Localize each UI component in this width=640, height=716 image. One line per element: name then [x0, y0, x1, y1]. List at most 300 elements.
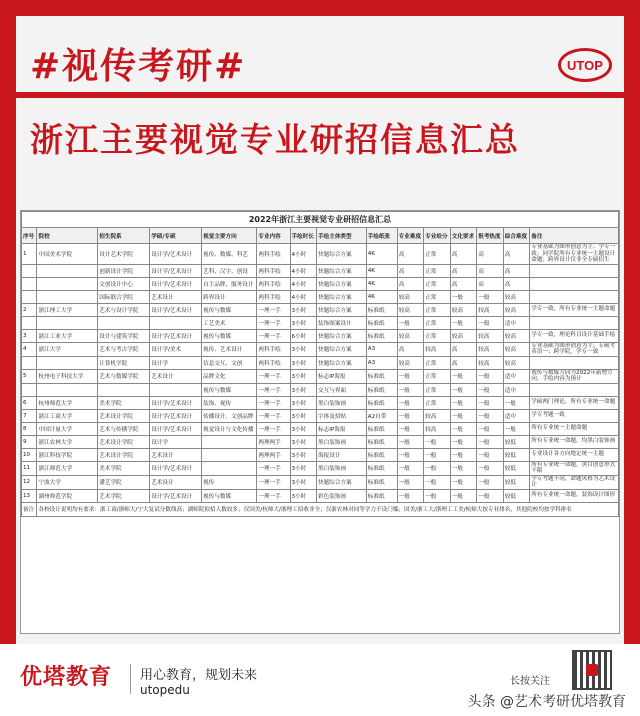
table-cell: 正常	[424, 383, 451, 396]
table-cell: 较高	[477, 342, 504, 356]
table-cell: 较高	[503, 303, 530, 316]
table-cell: 正常	[424, 244, 451, 265]
table-cell: 较高	[503, 290, 530, 303]
table-cell: 较低	[503, 475, 530, 489]
table-cell: 7	[22, 409, 37, 422]
table-cell: 标准纸	[366, 396, 397, 409]
hashtag-title: #视传考研#	[30, 46, 247, 87]
table-cell	[37, 264, 98, 277]
domain-text: utopedu	[140, 683, 190, 697]
table-cell: 标准纸	[366, 448, 397, 461]
table-cell: 4小时	[290, 277, 317, 290]
table-cell: 艺术与设计学院	[98, 303, 150, 316]
note-label: 备注	[22, 502, 37, 516]
table-cell	[530, 356, 619, 369]
utop-logo: UTOP	[558, 48, 612, 82]
table-cell: 一般	[397, 461, 424, 475]
table-cell: 艺术与传播学院	[98, 422, 150, 435]
table-cell: 一理一手	[257, 422, 290, 435]
column-header: 招生院系	[98, 228, 150, 244]
table-cell: 3	[22, 329, 37, 342]
table-cell: 标准纸	[366, 383, 397, 396]
table-cell: 一般	[397, 422, 424, 435]
table-cell: 标志IP海报	[317, 422, 367, 435]
table-cell	[37, 290, 98, 303]
table-cell: 设计与建筑学院	[98, 329, 150, 342]
table-cell: 一理一手	[257, 303, 290, 316]
table-cell: 4小时	[290, 244, 317, 265]
table-cell: 3小时	[290, 475, 317, 489]
table-cell: 一理一手	[257, 409, 290, 422]
table-row	[22, 383, 619, 396]
table-cell: 4K	[366, 244, 397, 265]
column-header: 序号	[22, 228, 37, 244]
table-cell: 设计学/艺术设计	[150, 244, 202, 265]
table-row	[22, 244, 619, 265]
table-cell: 标准纸	[366, 303, 397, 316]
table-cell: 视传与数媒	[202, 489, 257, 502]
table-cell	[37, 316, 98, 329]
table-cell	[22, 356, 37, 369]
table-cell: 一理一手	[257, 489, 290, 502]
table-cell: 一般	[477, 448, 504, 461]
column-header: 专业内容	[257, 228, 290, 244]
table-row	[22, 448, 619, 461]
table-cell: 3小时	[290, 383, 317, 396]
table-cell: 艺术与数媒学院	[98, 369, 150, 383]
column-header: 学硕/专硕	[150, 228, 202, 244]
table-cell: 两科手绘	[257, 290, 290, 303]
table-cell: 较低	[503, 489, 530, 502]
table-cell: 浙江理工大学	[37, 303, 98, 316]
table-cell: 一般	[450, 448, 477, 461]
table-cell: 一般	[450, 409, 477, 422]
table-cell: 较高	[397, 329, 424, 342]
table-row	[22, 409, 619, 422]
table-cell: 3小时	[290, 356, 317, 369]
table-cell: 正常	[424, 316, 451, 329]
table-cell: 装饰、视传	[202, 396, 257, 409]
table-cell: 正常	[424, 369, 451, 383]
table-cell: 创新设计学院	[98, 264, 150, 277]
table-cell: 一般	[424, 461, 451, 475]
table-cell: 标准纸	[366, 329, 397, 342]
table-cell: 一般	[424, 435, 451, 448]
column-header: 视觉主要方向	[202, 228, 257, 244]
table-cell: 一般	[397, 489, 424, 502]
table-cell: 较低	[503, 461, 530, 475]
table-cell: 专业设计各方向地定统一主题	[530, 448, 619, 461]
table-cell	[202, 461, 257, 475]
table-cell: 设计学/艺术设计	[150, 489, 202, 502]
table-cell: 高	[397, 264, 424, 277]
table-row	[22, 342, 619, 356]
page-title: 浙江主要视觉专业研招信息汇总	[30, 120, 520, 159]
table-cell: 高	[477, 264, 504, 277]
table-cell: 5	[22, 369, 37, 383]
table-cell: 一理一手	[257, 396, 290, 409]
table-cell: 两理两手	[257, 448, 290, 461]
table-cell	[202, 435, 257, 448]
table-cell	[530, 264, 619, 277]
table-cell: 潘艺学院	[98, 475, 150, 489]
note-row	[22, 502, 619, 516]
table-cell: 高	[450, 264, 477, 277]
table-cell	[22, 277, 37, 290]
table-cell: 一般	[477, 369, 504, 383]
table-cell: 较高	[503, 329, 530, 342]
table-cell: 一般	[477, 316, 504, 329]
table-cell: 较高	[397, 356, 424, 369]
table-cell: 高	[450, 342, 477, 356]
table-cell: 3小时	[290, 448, 317, 461]
column-header: 手绘时长	[290, 228, 317, 244]
table-cell: 高	[477, 277, 504, 290]
table-cell: 标准纸	[366, 475, 397, 489]
table-cell: 3小时	[290, 303, 317, 316]
table-cell: 一般	[424, 489, 451, 502]
table-cell: 一般	[477, 475, 504, 489]
follow-label: 长按关注	[510, 676, 550, 687]
table-cell: 设计学/艺术设计	[150, 264, 202, 277]
table-caption: 2022年浙江主要视觉专业研招信息汇总	[22, 212, 619, 228]
table-cell: 一般	[397, 475, 424, 489]
table-cell: 11	[22, 461, 37, 475]
table-cell	[22, 316, 37, 329]
note-text: 各校设计说明均有要求：浙工商/浙师大/宁大复试分数线高；湖师院拟招人数较多；仅国美/杭师大/浙理工招收非全；仅浙农林对同等学力不设门槛；国美/浙工大/浙理工工美/杭师大按专业排名，其他院校均按学科排名	[37, 502, 619, 516]
table-cell: 一般	[503, 422, 530, 435]
column-header: 报考热度	[477, 228, 504, 244]
table-row	[22, 489, 619, 502]
table-cell: 3小时	[290, 435, 317, 448]
table-cell: 标准纸	[366, 422, 397, 435]
table-cell: 一理一手	[257, 329, 290, 342]
table-row	[22, 264, 619, 277]
table-cell: 3小时	[290, 396, 317, 409]
table-cell: 视传与数媒	[202, 329, 257, 342]
table-cell: 正常	[424, 277, 451, 290]
table-cell: 3小时	[290, 369, 317, 383]
table-cell: 艺术设计	[150, 290, 202, 303]
table-cell: 3小时	[290, 422, 317, 435]
column-header: 备注	[530, 228, 619, 244]
table-cell: 一般	[397, 448, 424, 461]
table-cell	[98, 316, 150, 329]
table-cell: 3小时	[290, 489, 317, 502]
table-cell: 6小时	[290, 329, 317, 342]
table-cell: 一般	[397, 383, 424, 396]
table-cell: 所有专业统一命题，均黑白装饰画	[530, 435, 619, 448]
table-cell: 品牌文化	[202, 369, 257, 383]
table-cell: A2自带	[366, 409, 397, 422]
header-divider	[16, 92, 624, 98]
table-cell: 4K	[366, 290, 397, 303]
table-cell: 4小时	[290, 290, 317, 303]
table-cell: 正常	[424, 329, 451, 342]
table-cell: 6	[22, 396, 37, 409]
table-cell: 艺术与考古学院	[98, 342, 150, 356]
table-cell: 专业基础为图形创意为主；学专一致；同学院所有专业统一主题设计命题；跨界设计仅非全专硕招生	[530, 244, 619, 265]
table-cell: 较高	[477, 303, 504, 316]
table-cell: 正常	[424, 356, 451, 369]
table-cell: 设计学/艺术设计	[150, 396, 202, 409]
table-cell: 跨界设计	[202, 290, 257, 303]
table-cell	[98, 383, 150, 396]
table-cell: 高	[450, 277, 477, 290]
table-cell: 一般	[397, 316, 424, 329]
table-cell: 12	[22, 475, 37, 489]
table-header-row	[22, 228, 619, 244]
table-cell: 设计学/艺术设计	[150, 409, 202, 422]
table-cell: 美术学院	[98, 396, 150, 409]
table-cell: 浙江农林大学	[37, 435, 98, 448]
table-cell: 信息交互、文创	[202, 356, 257, 369]
table-cell	[37, 277, 98, 290]
table-cell: 浙江工业大学	[37, 329, 98, 342]
table-cell: 一般	[477, 290, 504, 303]
table-cell	[150, 383, 202, 396]
table-cell: 高	[477, 244, 504, 265]
table-cell: 高	[397, 277, 424, 290]
table-cell: 一般	[424, 475, 451, 489]
table-cell	[22, 383, 37, 396]
table-cell: 高	[450, 244, 477, 265]
table-cell: 一理一手	[257, 316, 290, 329]
table-cell: 两科手绘	[257, 356, 290, 369]
table-cell: 一理一手	[257, 475, 290, 489]
table-cell: 艺术设计学院	[98, 448, 150, 461]
table-cell: 3小时	[290, 409, 317, 422]
table-cell: 一般	[477, 461, 504, 475]
table-cell	[530, 290, 619, 303]
column-header: 专业给分	[424, 228, 451, 244]
table-cell: 较高	[397, 303, 424, 316]
column-header: 专业难度	[397, 228, 424, 244]
table-cell: 高	[503, 264, 530, 277]
table-cell: 正常	[424, 290, 451, 303]
table-row	[22, 356, 619, 369]
table-cell: 传播设计、文创品牌	[202, 409, 257, 422]
table-cell: 一般	[450, 435, 477, 448]
table-cell: 正常	[424, 396, 451, 409]
table-row	[22, 461, 619, 475]
table-cell: 一理一手	[257, 383, 290, 396]
table-cell: 学专一致，所有专业统一主题命题	[530, 303, 619, 316]
table-cell: 较高	[503, 356, 530, 369]
table-cell	[202, 448, 257, 461]
table-cell: 一般	[397, 409, 424, 422]
table-cell: 专业基础为图形创意为主；专硕考英语一；跨学院，学专一致	[530, 342, 619, 356]
info-table	[21, 211, 619, 517]
table-cell: 标志IP海报	[317, 369, 367, 383]
table-cell: 标准纸	[366, 435, 397, 448]
table-cell: 彩色装饰画	[317, 489, 367, 502]
table-cell: 视传、数媒、科艺	[202, 244, 257, 265]
qr-center-logo-icon	[586, 664, 598, 676]
table-cell: 杭州师范大学	[37, 396, 98, 409]
table-cell: 较高	[477, 329, 504, 342]
table-cell: 视传	[202, 475, 257, 489]
table-cell: 3小时	[290, 316, 317, 329]
table-cell: 较高	[424, 409, 451, 422]
table-cell: 美术学院	[98, 461, 150, 475]
table-cell: 较高	[450, 329, 477, 342]
table-cell	[22, 290, 37, 303]
table-cell: 湖州师范学院	[37, 489, 98, 502]
table-row	[22, 475, 619, 489]
table-cell: 一般	[477, 489, 504, 502]
table-cell: 快题综合方案	[317, 303, 367, 316]
table-cell: 一般	[477, 383, 504, 396]
table-cell: 海报设计	[317, 448, 367, 461]
column-header: 手绘纸张	[366, 228, 397, 244]
table-cell: 一理一手	[257, 461, 290, 475]
table-row	[22, 277, 619, 290]
table-cell: 一般	[477, 409, 504, 422]
table-cell: 学专考题不同，命题风格为艺术设计	[530, 475, 619, 489]
table-cell: 两理两手	[257, 435, 290, 448]
table-cell: 两科手绘	[257, 244, 290, 265]
table-cell: 一般	[397, 435, 424, 448]
table-cell	[530, 316, 619, 329]
table-cell: 一般	[450, 422, 477, 435]
table-cell: 艺术设计学院	[98, 435, 150, 448]
table-row	[22, 369, 619, 383]
column-header: 院校	[37, 228, 98, 244]
column-header: 综合难度	[503, 228, 530, 244]
table-cell: 3小时	[290, 461, 317, 475]
table-cell: A3	[366, 342, 397, 356]
table-cell: 一般	[477, 396, 504, 409]
table-cell: 艺术学院	[98, 489, 150, 502]
table-cell: 浙江工商大学	[37, 409, 98, 422]
table-row	[22, 290, 619, 303]
table-row	[22, 329, 619, 342]
table-cell: 8	[22, 422, 37, 435]
table-cell: 视传、艺术设计	[202, 342, 257, 356]
table-cell: 艺术设计	[150, 448, 202, 461]
table-cell: 快题综合方案	[317, 356, 367, 369]
table-cell: 艺术设计	[150, 475, 202, 489]
footer-divider	[130, 664, 131, 694]
table-cell: 适中	[503, 383, 530, 396]
watermark: 头条 @艺术考研优塔教育	[464, 690, 630, 712]
table-cell: 较高	[503, 342, 530, 356]
table-cell: 视传与数媒	[202, 303, 257, 316]
table-cell: 艺术设计	[150, 369, 202, 383]
table-cell: 9	[22, 435, 37, 448]
table-cell: 设计学/艺术设计	[150, 422, 202, 435]
table-cell: 适中	[503, 316, 530, 329]
table-cell: 工艺美术	[202, 316, 257, 329]
table-cell: 学专一致，理论科目设计基础手绘	[530, 329, 619, 342]
table-cell: 高	[397, 342, 424, 356]
table-cell: 中国计量大学	[37, 422, 98, 435]
table-cell: 一般	[450, 396, 477, 409]
table-cell: 高	[397, 244, 424, 265]
table-cell: 中国美术学院	[37, 244, 98, 265]
table-cell: 自主品牌、服务设计	[202, 277, 257, 290]
table-cell: 浙江大学	[37, 342, 98, 356]
table-cell: 计算机学院	[98, 356, 150, 369]
table-cell: 艺术设计学院	[98, 409, 150, 422]
table-cell: 快题综合方案	[317, 290, 367, 303]
info-table-container	[20, 210, 620, 634]
table-cell: 一般	[397, 396, 424, 409]
table-cell: 标准纸	[366, 369, 397, 383]
table-cell: 一般	[450, 461, 477, 475]
table-cell: 一般	[397, 369, 424, 383]
table-cell: 设计艺术学院	[98, 244, 150, 265]
column-header: 文化要求	[450, 228, 477, 244]
table-cell: 一般	[450, 489, 477, 502]
table-row	[22, 422, 619, 435]
table-cell: 视传与数媒	[202, 383, 257, 396]
table-cell: 4K	[366, 264, 397, 277]
table-cell: 适中	[503, 409, 530, 422]
table-cell: 浙江师范大学	[37, 461, 98, 475]
table-cell: 学硕两门理论，所有专业统一命题	[530, 396, 619, 409]
table-cell: 视传与数媒方向为2022年新增方向，手绘内容为预计	[530, 369, 619, 383]
table-cell: 两科手绘	[257, 264, 290, 277]
table-cell: 设计学	[150, 435, 202, 448]
table-cell: 标准纸	[366, 489, 397, 502]
table-cell: 快题综合方案	[317, 244, 367, 265]
table-cell: 装饰图案设计	[317, 316, 367, 329]
table-cell	[37, 383, 98, 396]
table-cell: 浙江科技学院	[37, 448, 98, 461]
table-cell: 学专考题一致	[530, 409, 619, 422]
table-cell: 高	[503, 244, 530, 265]
table-cell: 设计学/艺术设计	[150, 303, 202, 316]
table-cell: 较低	[503, 435, 530, 448]
table-cell: 较高	[450, 303, 477, 316]
table-cell: 所有专业统一命题，装饰设计图形	[530, 489, 619, 502]
table-cell	[530, 383, 619, 396]
table-cell: 艺科、汉字、创设	[202, 264, 257, 277]
table-cell: 黑白装饰画	[317, 461, 367, 475]
table-cell: 一般	[477, 435, 504, 448]
table-cell: 3小时	[290, 342, 317, 356]
table-cell: 较高	[477, 356, 504, 369]
table-row	[22, 435, 619, 448]
table-cell: 两科手绘	[257, 277, 290, 290]
table-cell: 正常	[424, 264, 451, 277]
table-cell: 宁波大学	[37, 475, 98, 489]
table-cell: 标准纸	[366, 316, 397, 329]
table-cell: 一理一手	[257, 369, 290, 383]
table-cell: 一般	[424, 448, 451, 461]
table-cell: 快题综合方案	[317, 475, 367, 489]
table-cell: 设计学/艺术设计	[150, 461, 202, 475]
table-cell	[37, 356, 98, 369]
table-cell: 国际联合学院	[98, 290, 150, 303]
table-cell: 一般	[450, 475, 477, 489]
table-cell: 快题综合方案	[317, 342, 367, 356]
table-cell: 较高	[424, 342, 451, 356]
table-cell: 较低	[503, 448, 530, 461]
table-cell: 交互与界面	[317, 383, 367, 396]
table-cell: 一般	[450, 290, 477, 303]
table-cell: 设计学	[150, 356, 202, 369]
table-cell: 较高	[397, 290, 424, 303]
table-cell: 4小时	[290, 264, 317, 277]
table-cell: 快题综合方案	[317, 329, 367, 342]
table-row	[22, 316, 619, 329]
table-cell: 所有专业统一主题命题	[530, 422, 619, 435]
table-cell: 设计学/艺术设计	[150, 277, 202, 290]
table-cell: 正常	[424, 303, 451, 316]
